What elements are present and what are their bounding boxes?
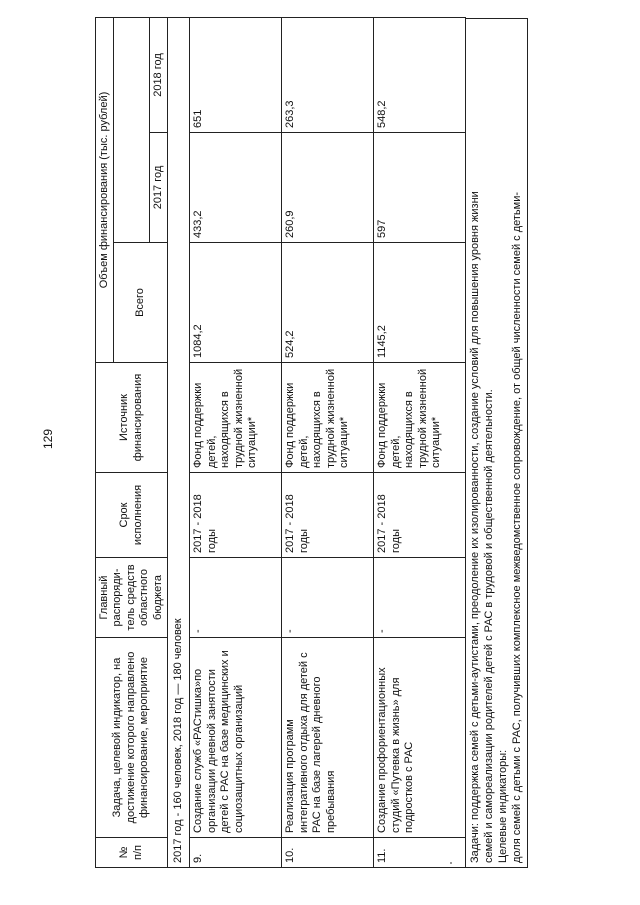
notes-block — [466, 18, 528, 868]
header-num: № п/п — [96, 838, 168, 868]
cell-source: Фонд поддержки детей, находящихся в трудной жизненной ситуации* — [282, 363, 374, 473]
cell-source: Фонд поддержки детей, находящихся в трудной жизненной ситуации* — [190, 363, 282, 473]
cell-task: Реализация программ интегративного отдыха для детей с РАС на базе лагерей дневного пребывания — [282, 638, 374, 838]
cell-2018: 263,3 — [282, 17, 374, 132]
header-term: Срок исполнения — [96, 473, 168, 558]
note-line: семей и самореализации родителей детей с РАС в трудовой и общественной деятельности. — [483, 389, 496, 863]
cell-manager: - — [282, 558, 374, 638]
table-row — [190, 17, 282, 867]
note-line: Задачи: поддержка семей с детьми-аутистами, преодоление их изолированности, создание условий для повышения уровня жизни — [469, 191, 482, 863]
cell-manager: - — [374, 558, 466, 638]
page-number: 129 — [41, 428, 56, 450]
header-2017: 2017 год — [149, 133, 167, 243]
header-source: Источник финансирования — [96, 363, 168, 473]
cell-task: Создание профориентационных студий «Путевка в жизнь» для подростков с РАС — [374, 638, 466, 838]
table-row — [282, 17, 374, 867]
cell-task: Создание служб «РАСтишка»по организации дневной занятости детей с РАС на базе медицинских и социозащитных организаций — [190, 638, 282, 838]
cell-2017: 260,9 — [282, 133, 374, 243]
cell-total: 1145,2 — [374, 243, 466, 363]
cell-manager: - — [190, 558, 282, 638]
cell-term: 2017 - 2018 годы — [374, 473, 466, 558]
scan-speck — [450, 862, 452, 864]
cell-total: 1084,2 — [190, 243, 282, 363]
financing-table — [95, 17, 466, 868]
cell-2017: 433,2 — [190, 133, 282, 243]
cell-num: 11. — [374, 838, 466, 868]
note-line: доля семей с детьми с РАС, получивших комплексное межведомственное сопровождение, от общей численности семей с детьми- — [510, 191, 523, 863]
header-task: Задача, целевой индикатор, на достижение которого направлено финансирование, мероприятие — [96, 638, 168, 838]
table-row — [374, 17, 466, 867]
cell-num: 10. — [282, 838, 374, 868]
cell-2018: 651 — [190, 17, 282, 132]
note-line: Целевые индикаторы: — [496, 749, 509, 863]
header-total: Всего — [114, 243, 168, 363]
header-2018: 2018 год — [149, 17, 167, 132]
cell-term: 2017 - 2018 годы — [282, 473, 374, 558]
cell-term: 2017 - 2018 годы — [190, 473, 282, 558]
cell-num: 9. — [190, 838, 282, 868]
cell-total: 524,2 — [282, 243, 374, 363]
cell-2018: 548,2 — [374, 17, 466, 132]
header-manager: Главный распоряди-тель средств областного бюджета — [96, 558, 168, 638]
header-volume: Объем финансирования (тыс. рублей) — [96, 17, 114, 362]
target-indicator-row: 2017 год - 160 человек, 2018 год — 180 человек — [168, 17, 190, 867]
cell-source: Фонд поддержки детей, находящихся в трудной жизненной ситуации* — [374, 363, 466, 473]
rotated-table-container — [95, 18, 565, 868]
cell-2017: 597 — [374, 133, 466, 243]
